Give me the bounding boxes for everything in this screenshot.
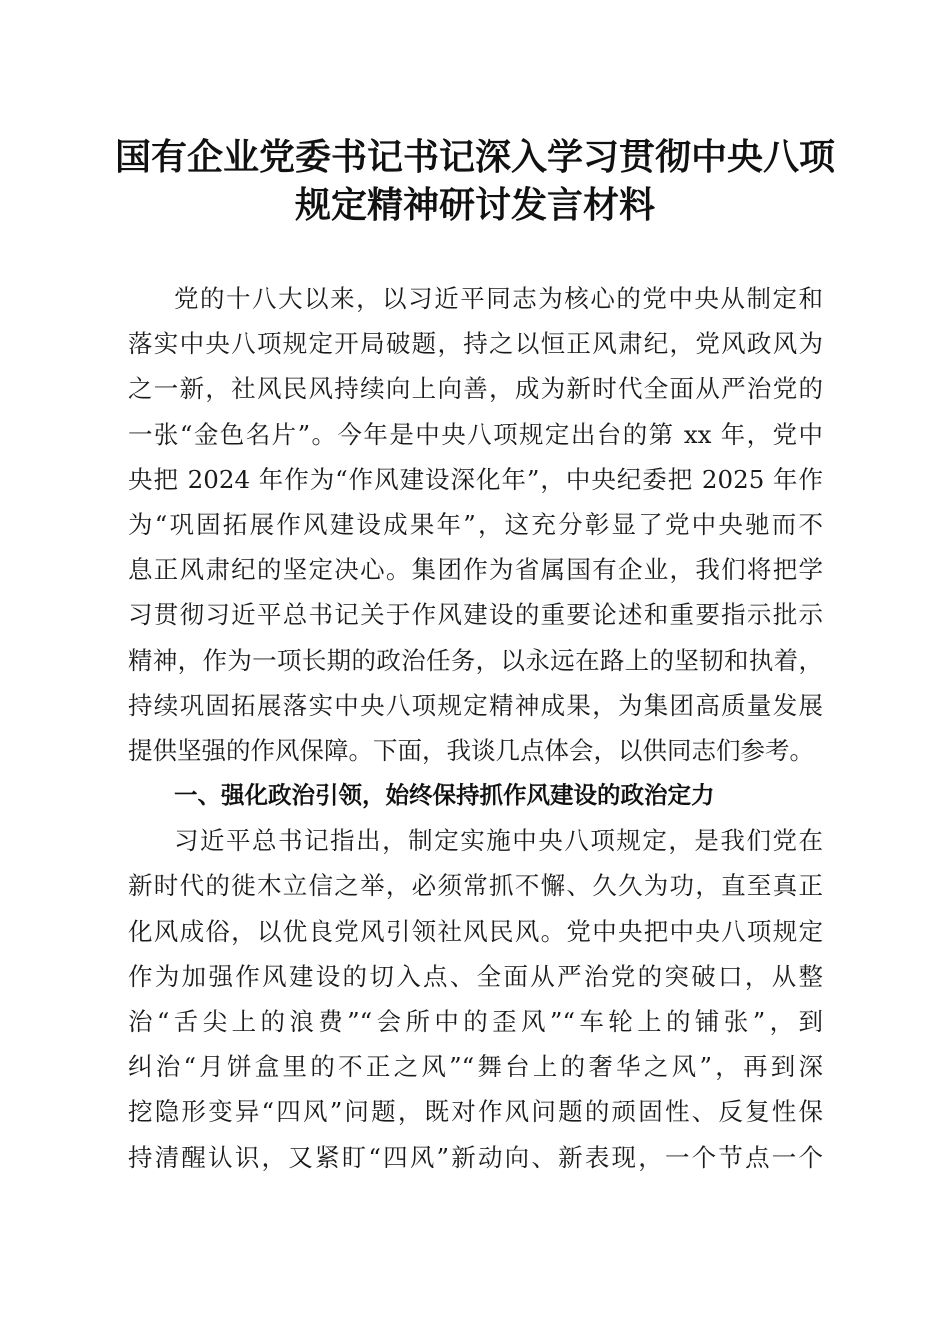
paragraph-line: 习贯彻习近平总书记关于作风建设的重要论述和重要指示批示: [128, 600, 823, 630]
paragraph-line: 息正风肃纪的坚定决心。集团作为省属国有企业，我们将把学: [128, 555, 823, 585]
section-heading: 一、强化政治引领，始终保持抓作风建设的政治定力: [174, 781, 715, 810]
paragraph-line: 持清醒认识，又紧盯“四风”新动向、新表现，一个节点一个: [128, 1142, 823, 1172]
paragraph-line: 纠治“月饼盒里的不正之风”“舞台上的奢华之风”，再到深: [128, 1052, 823, 1082]
document-body: [128, 276, 823, 1180]
paragraph-line: 作为加强作风建设的切入点、全面从严治党的突破口，从整: [128, 961, 823, 991]
paragraph-line: 党的十八大以来，以习近平同志为核心的党中央从制定和: [174, 284, 823, 313]
paragraph-line: 习近平总书记指出，制定实施中央八项规定，是我们党在: [174, 826, 823, 856]
paragraph-line: 一张“金色名片”。今年是中央八项规定出台的第 xx 年，党中: [128, 419, 823, 449]
paragraph-line: 新时代的徙木立信之举，必须常抓不懈、久久为功，直至真正: [128, 871, 823, 901]
paragraph-line: 治“舌尖上的浪费”“会所中的歪风”“车轮上的铺张”，到: [128, 1007, 823, 1036]
paragraph-line: 持续巩固拓展落实中央八项规定精神成果，为集团高质量发展: [128, 690, 823, 720]
paragraph-line: 为“巩固拓展作风建设成果年”，这充分彰显了党中央驰而不: [128, 509, 823, 539]
intro-paragraph: [128, 276, 823, 773]
paragraph-line: 之一新，社风民风持续向上向善，成为新时代全面从严治党的: [128, 374, 823, 404]
paragraph-line: 提供坚强的作风保障。下面，我谈几点体会，以供同志们参考。: [128, 735, 814, 765]
title-line-2: 规定精神研讨发言材料: [294, 184, 655, 226]
title-line-1: 国有企业党委书记书记深入学习贯彻中央八项: [114, 136, 835, 178]
paragraph-line: 精神，作为一项长期的政治任务，以永远在路上的坚韧和执着，: [128, 645, 823, 675]
paragraph-line: 挖隐形变异“四风”问题，既对作风问题的顽固性、反复性保: [128, 1097, 823, 1127]
document-title: [100, 133, 850, 229]
paragraph-line: 央把 2024 年作为“作风建设深化年”，中央纪委把 2025 年作: [128, 464, 823, 494]
section-1-paragraph: [128, 818, 823, 1180]
paragraph-line: 化风成俗，以优良党风引领社风民风。党中央把中央八项规定: [128, 916, 823, 946]
paragraph-line: 落实中央八项规定开局破题，持之以恒正风肃纪，党风政风为: [128, 329, 823, 359]
